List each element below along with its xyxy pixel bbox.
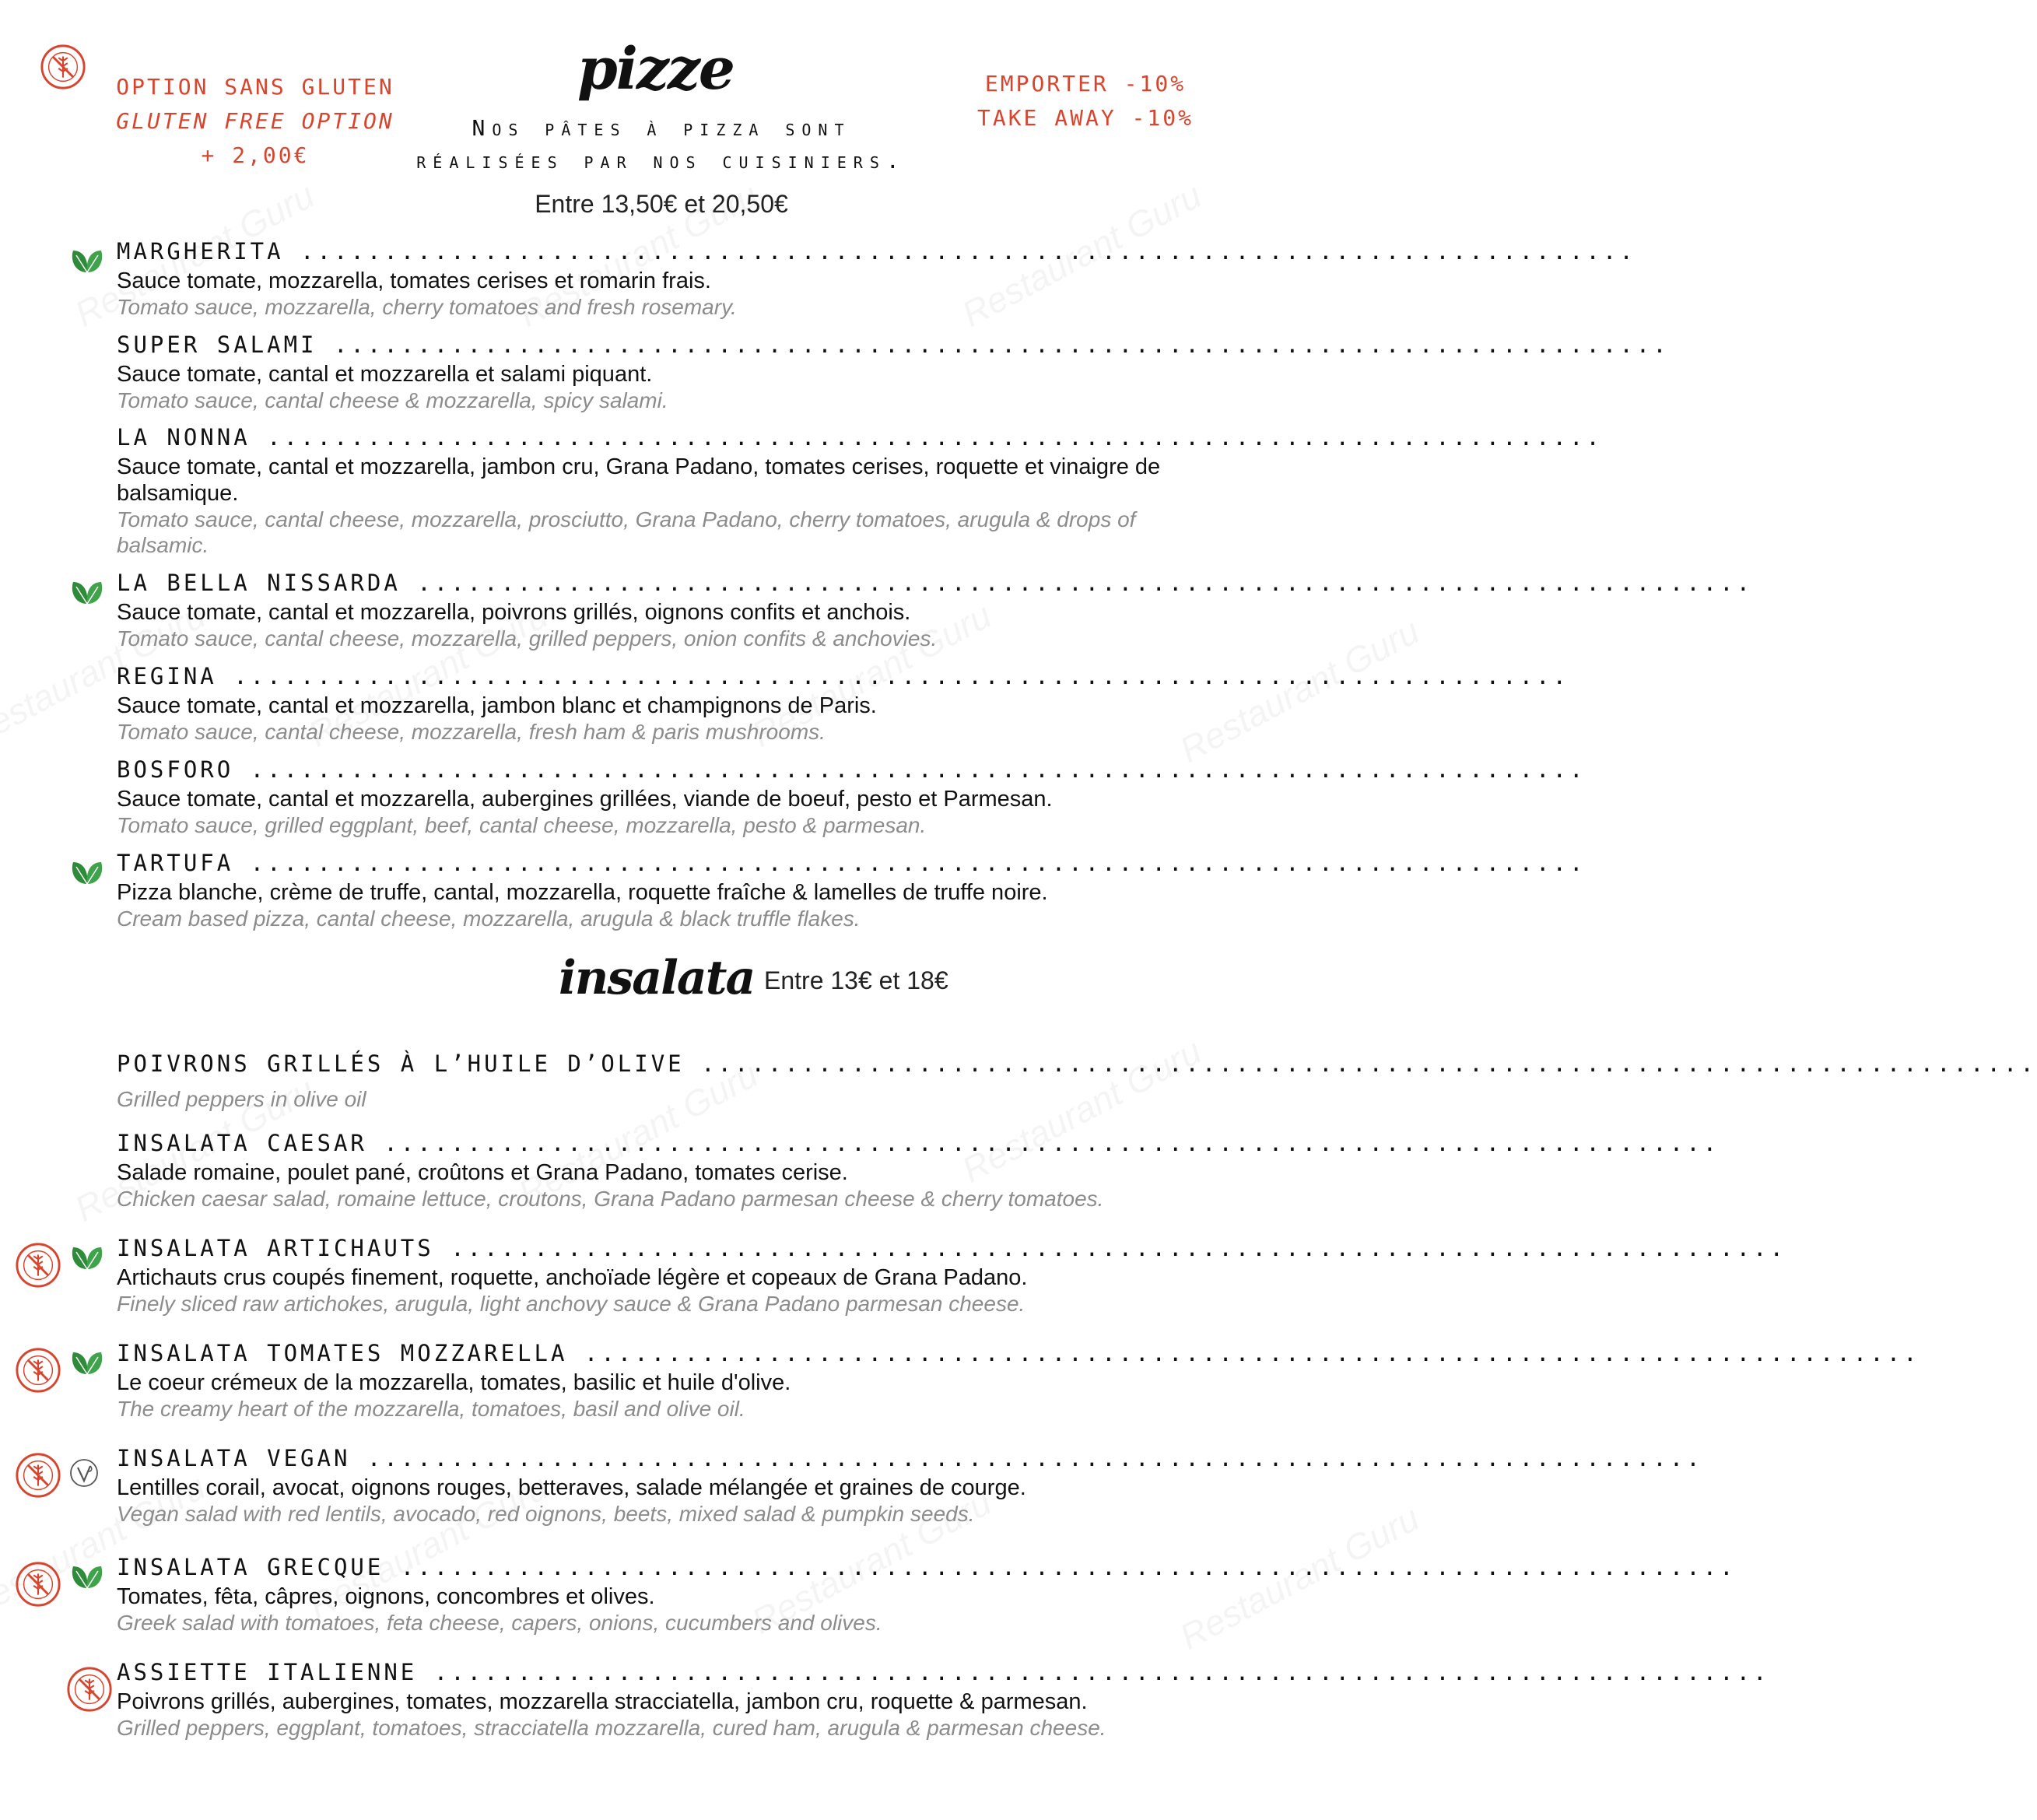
- item-description-fr: Sauce tomate, cantal et mozzarella, jambon blanc et champignons de Paris.: [117, 693, 877, 718]
- menu-item: [117, 1443, 1703, 1527]
- pizze-subtitle: [373, 112, 949, 177]
- item-description-fr: Lentilles corail, avocat, oignons rouges, betteraves, salade mélangée et graines de courge.: [117, 1475, 1026, 1500]
- item-description-fr: Sauce tomate, cantal et mozzarella, poivrons grillés, oignons confits et anchois.: [117, 600, 911, 625]
- item-description-en: Cream based pizza, cantal cheese, mozzarella, arugula & black truffle flakes.: [117, 906, 861, 931]
- menu-item: [117, 330, 1670, 413]
- item-description-fr: Sauce tomate, cantal et mozzarella et salami piquant.: [117, 362, 653, 387]
- item-name: INSALATA GRECQUE ................................................................................: [117, 1554, 1737, 1580]
- menu-item: [117, 1338, 1920, 1422]
- item-description-en: Grilled peppers, eggplant, tomatoes, stracciatella mozzarella, cured ham, arugula & parmesan cheese.: [117, 1716, 1106, 1740]
- menu-item: [117, 1552, 1737, 1636]
- gluten-free-note-en: GLUTEN FREE OPTION: [116, 108, 394, 134]
- menu-item: [117, 1128, 1720, 1212]
- gluten-free-icon: [14, 1560, 62, 1608]
- insalata-section-title: insalata: [559, 951, 755, 1005]
- item-name: REGINA ................................................................................: [117, 663, 1569, 689]
- item-description-en: Tomato sauce, cantal cheese, mozzarella, grilled peppers, onion confits & anchovies.: [117, 626, 938, 651]
- item-description-fr: Sauce tomate, mozzarella, tomates cerises et romarin frais.: [117, 268, 711, 293]
- pizze-section-title: pizze: [577, 36, 734, 103]
- item-name: INSALATA CAESAR ................................................................................: [117, 1130, 1720, 1156]
- item-name: TARTUFA ................................................................................: [117, 850, 1586, 876]
- item-description-en: Tomato sauce, cantal cheese & mozzarella, spicy salami.: [117, 388, 668, 412]
- leaf-icon: [68, 246, 106, 274]
- item-name: BOSFORO ................................................................................: [117, 756, 1586, 783]
- item-description-en: Grilled peppers in olive oil: [117, 1087, 366, 1111]
- pizze-subtitle-line2: réalisées par nos cuisiniers.: [416, 148, 906, 174]
- item-description-en: Tomato sauce, cantal cheese, mozzarella, prosciutto, Grana Padano, cherry tomatoes, arugula & drops of balsamic.: [117, 507, 1136, 557]
- item-name: MARGHERITA ................................................................................: [117, 238, 1636, 265]
- item-description-en: Finely sliced raw artichokes, arugula, light anchovy sauce & Grana Padano parmesan cheese.: [117, 1292, 1026, 1316]
- menu-item: [117, 1049, 2037, 1112]
- item-description-fr: Tomates, fêta, câpres, oignons, concombres et olives.: [117, 1584, 655, 1609]
- item-description-fr: Sauce tomate, cantal et mozzarella, aubergines grillées, viande de boeuf, pesto et Parmesan.: [117, 787, 1053, 812]
- item-description-en: Tomato sauce, mozzarella, cherry tomatoes and fresh rosemary.: [117, 295, 737, 319]
- gluten-free-surcharge: + 2,00€: [201, 142, 310, 168]
- gluten-free-icon: [14, 1451, 62, 1499]
- leaf-icon: [68, 857, 106, 885]
- leaf-icon: [68, 1348, 106, 1376]
- gluten-free-badge-icon: [39, 43, 87, 91]
- takeaway-discount: [957, 67, 1214, 135]
- item-description-en: Tomato sauce, grilled eggplant, beef, cantal cheese, mozzarella, pesto & parmesan.: [117, 813, 927, 837]
- menu-item: [117, 1233, 1786, 1317]
- leaf-icon: [68, 1562, 106, 1590]
- item-description-fr: Sauce tomate, cantal et mozzarella, jambon cru, Grana Padano, tomates cerises, roquette et vinaigre de balsamique.: [117, 454, 1161, 506]
- item-description-en: The creamy heart of the mozzarella, tomatoes, basil and olive oil.: [117, 1397, 745, 1421]
- item-description-fr: Poivrons grillés, aubergines, tomates, mozzarella stracciatella, jambon cru, roquette & parmesan.: [117, 1689, 1088, 1714]
- menu-item: [117, 237, 1636, 320]
- pizze-price-range: Entre 13,50€ et 20,50€: [535, 190, 788, 218]
- item-name: LA NONNA ................................................................................: [117, 424, 1603, 451]
- menu-item: [117, 848, 1586, 931]
- menu-item: [117, 1657, 1770, 1741]
- item-name: INSALATA ARTICHAUTS ................................................................................: [117, 1235, 1786, 1261]
- gluten-free-icon: [14, 1346, 62, 1394]
- item-description-fr: Pizza blanche, crème de truffe, cantal, mozzarella, roquette fraîche & lamelles de truffe noire.: [117, 880, 1048, 905]
- gluten-free-icon: [14, 1241, 62, 1289]
- menu-item: [117, 568, 1754, 651]
- item-description-fr: Artichauts crus coupés finement, roquette, anchoïade légère et copeaux de Grana Padano.: [117, 1265, 1028, 1290]
- item-name: INSALATA TOMATES MOZZARELLA ................................................................................: [117, 1340, 1920, 1366]
- item-name: INSALATA VEGAN ................................................................................: [117, 1445, 1703, 1471]
- pizze-subtitle-line1: Nos pâtes à pizza sont: [472, 115, 851, 141]
- item-description-en: Chicken caesar salad, romaine lettuce, croutons, Grana Padano parmesan cheese & cherry tomatoes.: [117, 1187, 1104, 1211]
- menu-item: [117, 755, 1586, 838]
- item-description-en: Greek salad with tomatoes, feta cheese, capers, onions, cucumbers and olives.: [117, 1611, 882, 1635]
- gluten-free-icon: [65, 1665, 114, 1713]
- menu-item: [117, 661, 1569, 745]
- gluten-free-option-note: [107, 70, 403, 173]
- item-description-en: Vegan salad with red lentils, avocado, red oignons, beets, mixed salad & pumpkin seeds.: [117, 1502, 975, 1526]
- item-description-fr: Le coeur crémeux de la mozzarella, tomates, basilic et huile d'olive.: [117, 1370, 791, 1395]
- gluten-free-note-fr: OPTION SANS GLUTEN: [116, 74, 394, 100]
- insalata-price-range: Entre 13€ et 18€: [764, 966, 948, 994]
- item-name: SUPER SALAMI ................................................................................: [117, 331, 1670, 358]
- vegan-icon: [68, 1457, 100, 1489]
- leaf-icon: [68, 577, 106, 605]
- item-description-fr: Salade romaine, poulet pané, croûtons et Grana Padano, tomates cerise.: [117, 1160, 848, 1185]
- watermark: [1173, 609, 1426, 770]
- takeaway-fr: EMPORTER -10%: [984, 71, 1187, 96]
- leaf-icon: [68, 1243, 106, 1271]
- item-name: POIVRONS GRILLÉS À L’HUILE D’OLIVE ................................................................................: [117, 1050, 2037, 1077]
- menu-item: [117, 423, 1603, 558]
- item-description-en: Tomato sauce, cantal cheese, mozzarella, fresh ham & paris mushrooms.: [117, 720, 826, 744]
- item-description-spacer: [117, 1080, 1206, 1086]
- takeaway-en: TAKE AWAY -10%: [976, 105, 1194, 131]
- item-name: LA BELLA NISSARDA ................................................................................: [117, 570, 1754, 596]
- item-name: ASSIETTE ITALIENNE ................................................................................: [117, 1659, 1770, 1685]
